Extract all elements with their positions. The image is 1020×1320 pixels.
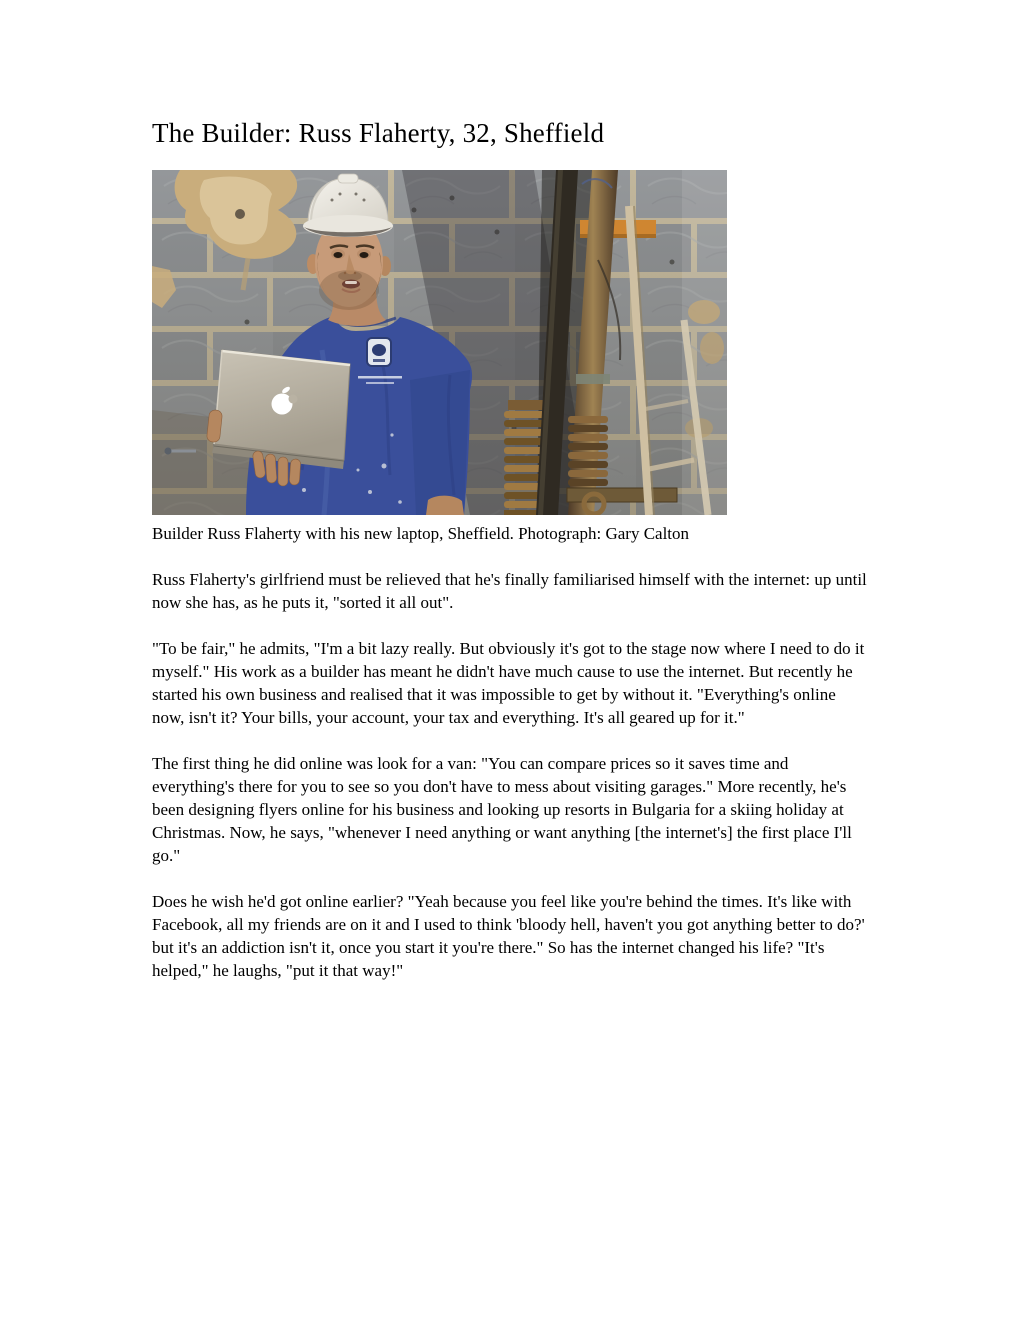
article-paragraph: "To be fair," he admits, "I'm a bit lazy really. But obviously it's got to the stage now where I need to do it myself." His work as a builder has meant he didn't have much cause to use the internet. But recently he started his own business and realised that it was impossible to get by without it. "Everything's online now, isn't it? Your bills, your account, your tax and everything. It's all geared up for it." xyxy=(152,639,865,727)
article-paragraph: The first thing he did online was look for a van: "You can compare prices so it saves time and everything's there for you to see so you don't have to mess about visiting garages." More recently, he's been designing flyers online for his business and looking up resorts in Bulgaria for a skiing holiday at Christmas. Now, he says, "whenever I need anything or want anything [the internet's] the first place I'll go." xyxy=(152,754,852,865)
eye-left xyxy=(334,252,343,258)
article-photo xyxy=(152,170,727,515)
photo-caption: Builder Russ Flaherty with his new laptop, Sheffield. Photograph: Gary Calton xyxy=(152,524,690,543)
sweatshirt-arm-shade xyxy=(410,370,470,515)
wall-hole xyxy=(235,209,245,219)
nostril-left xyxy=(344,272,346,274)
plaster-patch-right xyxy=(688,300,720,324)
eye-right xyxy=(360,252,369,258)
page-title: The Builder: Russ Flaherty, 32, Sheffield xyxy=(152,118,605,148)
plaster-patch-right-2 xyxy=(700,332,724,364)
nostril-right xyxy=(354,272,356,274)
article-paragraph: Russ Flaherty's girlfriend must be relieved that he's finally familiarised himself with the internet: up until now she has, as he puts it, "sorted it all out". xyxy=(152,570,867,612)
article-paragraph: Does he wish he'd got online earlier? "Yeah because you feel like you're behind the times. It's like with Facebook, all my friends are on it and I used to think 'bloody hell, haven't you got anything better to do?' but it's an addiction isn't it, once you start it you're there." So has the internet changed his life? "It's helped," he laughs, "put it that way!" xyxy=(152,892,865,980)
photo-illustration xyxy=(152,170,727,515)
teeth xyxy=(345,281,357,284)
